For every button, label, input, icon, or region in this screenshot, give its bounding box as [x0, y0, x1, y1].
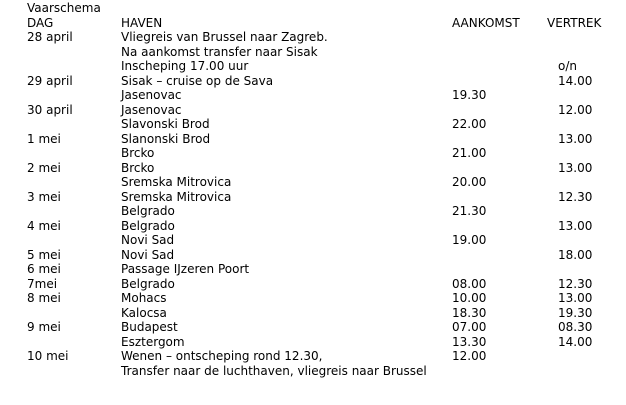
departure-cell: 13.00: [558, 218, 593, 233]
port-cell: Jasenovac: [121, 88, 182, 102]
schedule-row: [27, 262, 622, 277]
departure-cell: 08.30: [558, 320, 593, 334]
departure-cell: 13.00: [558, 131, 593, 146]
day-cell: 29 april: [27, 73, 73, 88]
arrival-cell: 19.30: [452, 88, 487, 102]
arrival-cell: 10.00: [452, 291, 487, 305]
header-arrival: AANKOMST: [452, 15, 520, 30]
arrival-cell: 21.00: [452, 146, 487, 160]
port-cell: Novi Sad: [121, 233, 175, 247]
port-cell: Sremska Mitrovica: [121, 189, 232, 204]
day-cell: 5 mei: [27, 247, 61, 262]
day-cell: 7mei: [27, 276, 58, 291]
header-port: HAVEN: [121, 15, 163, 30]
port-cell: Kalocsa: [121, 305, 167, 320]
schedule-row: [27, 277, 622, 292]
day-cell: 2 mei: [27, 160, 61, 175]
day-cell: 4 mei: [27, 218, 61, 233]
schedule-row: [27, 59, 622, 74]
day-cell: 28 april: [27, 30, 73, 44]
schedule-rows: [27, 30, 622, 378]
schedule-row: [27, 103, 622, 118]
schedule-row: [27, 190, 622, 205]
schedule-row: [27, 161, 622, 176]
schedule-row: [27, 204, 622, 219]
schedule-row: [27, 45, 622, 60]
port-cell: Sremska Mitrovica: [121, 175, 232, 189]
day-cell: 1 mei: [27, 131, 61, 146]
port-cell: Brcko: [121, 146, 155, 160]
port-cell: Passage IJzeren Poort: [121, 262, 250, 276]
day-cell: 9 mei: [27, 320, 61, 334]
schedule-row: [27, 74, 622, 89]
port-cell: Novi Sad: [121, 247, 175, 262]
port-cell: Slanonski Brod: [121, 131, 211, 146]
schedule-row: [27, 88, 622, 103]
day-cell: 10 mei: [27, 349, 69, 363]
schedule-row: [27, 364, 622, 379]
arrival-cell: 07.00: [452, 320, 487, 334]
arrival-cell: 12.00: [452, 349, 487, 363]
schedule-row: [27, 132, 622, 147]
departure-cell: 19.30: [558, 305, 593, 320]
schedule-title: Vaarschema: [27, 1, 101, 15]
arrival-cell: 20.00: [452, 175, 487, 189]
port-cell: Budapest: [121, 320, 178, 334]
departure-cell: 14.00: [558, 334, 593, 349]
schedule-row: [27, 291, 622, 306]
arrival-cell: 19.00: [452, 233, 487, 247]
departure-cell: 14.00: [558, 73, 593, 88]
schedule-row: [27, 175, 622, 190]
port-cell: Mohacs: [121, 291, 167, 305]
port-cell: Vliegreis van Brussel naar Zagreb.: [121, 30, 328, 44]
arrival-cell: 22.00: [452, 117, 487, 131]
schedule-row: [27, 233, 622, 248]
port-cell: Belgrado: [121, 276, 175, 291]
header-row: [27, 16, 622, 31]
port-cell: Esztergom: [121, 334, 185, 349]
port-cell: Na aankomst transfer naar Sisak: [121, 44, 318, 59]
port-cell: Jasenovac: [121, 102, 182, 117]
header-day: DAG: [27, 15, 54, 30]
port-cell: Belgrado: [121, 204, 175, 218]
port-cell: Brcko: [121, 160, 155, 175]
departure-cell: 13.00: [558, 160, 593, 175]
departure-cell: 13.00: [558, 291, 593, 305]
schedule-row: [27, 306, 622, 321]
port-cell: Sisak – cruise op de Sava: [121, 73, 274, 88]
schedule-row: [27, 320, 622, 335]
day-cell: 8 mei: [27, 291, 61, 305]
port-cell: Transfer naar de luchthaven, vliegreis naar Brussel: [121, 363, 427, 378]
arrival-cell: 13.30: [452, 334, 487, 349]
arrival-cell: 08.00: [452, 276, 487, 291]
cruise-schedule: [27, 1, 622, 378]
port-cell: Inscheping 17.00 uur: [121, 59, 249, 73]
port-cell: Wenen – ontscheping rond 12.30,: [121, 349, 323, 363]
schedule-row: [27, 30, 622, 45]
departure-cell: o/n: [558, 59, 577, 73]
arrival-cell: 21.30: [452, 204, 487, 218]
departure-cell: 12.00: [558, 102, 593, 117]
schedule-row: [27, 146, 622, 161]
port-cell: Belgrado: [121, 218, 175, 233]
schedule-row: [27, 219, 622, 234]
arrival-cell: 18.30: [452, 305, 487, 320]
port-cell: Slavonski Brod: [121, 117, 210, 131]
day-cell: 30 april: [27, 102, 73, 117]
header-departure: VERTREK: [547, 15, 602, 30]
day-cell: 6 mei: [27, 262, 61, 276]
day-cell: 3 mei: [27, 189, 61, 204]
schedule-row: [27, 248, 622, 263]
schedule-row: [27, 117, 622, 132]
departure-cell: 18.00: [558, 247, 593, 262]
schedule-row: [27, 349, 622, 364]
departure-cell: 12.30: [558, 189, 593, 204]
departure-cell: 12.30: [558, 276, 593, 291]
schedule-row: [27, 335, 622, 350]
